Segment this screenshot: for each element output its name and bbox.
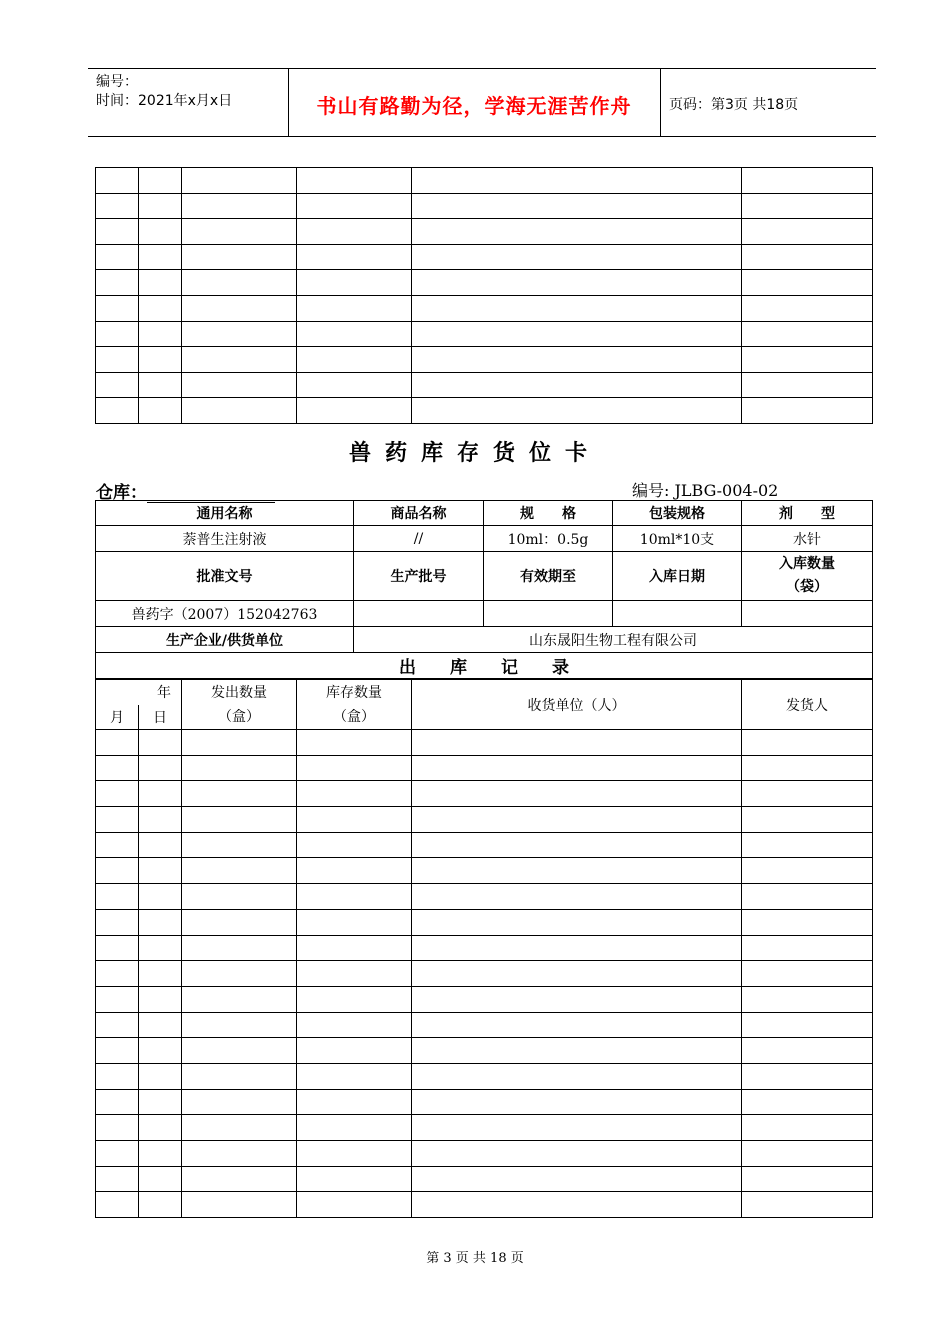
blank-cell: [139, 935, 182, 961]
blank-cell: [742, 909, 873, 935]
blank-cell: [742, 270, 873, 296]
blank-cell: [96, 1012, 139, 1038]
value-trade-name: //: [354, 526, 484, 552]
card-code: 编号: JLBG-004-02: [632, 481, 779, 500]
blank-cell: [96, 1038, 139, 1064]
blank-cell: [139, 781, 182, 807]
blank-cell: [412, 730, 742, 756]
blank-cell: [297, 961, 412, 987]
blank-cell: [139, 244, 182, 270]
blank-cell: [96, 807, 139, 833]
header-shipper: 发货人: [742, 680, 873, 730]
blank-cell: [412, 321, 742, 347]
table-row: [96, 986, 873, 1012]
blank-cell: [297, 858, 412, 884]
blank-cell: [412, 858, 742, 884]
blank-cell: [412, 935, 742, 961]
blank-cell: [96, 961, 139, 987]
table-row: [96, 807, 873, 833]
product-info-table: [95, 500, 873, 679]
blank-cell: [96, 755, 139, 781]
blank-cell: [96, 935, 139, 961]
blank-cell: [742, 168, 873, 194]
table-row: [96, 1141, 873, 1167]
blank-cell: [412, 1141, 742, 1167]
header-serial-label: 编号：: [96, 74, 138, 90]
blank-cell: [297, 1089, 412, 1115]
blank-cell: [297, 1192, 412, 1218]
blank-cell: [297, 1166, 412, 1192]
blank-cell: [742, 244, 873, 270]
blank-cell: [297, 730, 412, 756]
blank-cell: [182, 1012, 297, 1038]
blank-cell: [139, 961, 182, 987]
blank-cell: [297, 832, 412, 858]
blank-cell: [297, 219, 412, 245]
blank-cell: [182, 193, 297, 219]
value-in-date: [613, 601, 742, 627]
blank-cell: [297, 1063, 412, 1089]
blank-cell: [412, 270, 742, 296]
blank-cell: [139, 193, 182, 219]
blank-cell: [742, 884, 873, 910]
blank-cell: [412, 755, 742, 781]
blank-cell: [96, 1166, 139, 1192]
header-approval-no: 批准文号: [96, 552, 354, 601]
blank-cell: [182, 1038, 297, 1064]
blank-cell: [297, 1141, 412, 1167]
blank-cell: [139, 986, 182, 1012]
blank-cell: [96, 295, 139, 321]
blank-cell: [742, 1063, 873, 1089]
header-in-qty: [742, 552, 873, 601]
blank-cell: [412, 807, 742, 833]
blank-cell: [412, 961, 742, 987]
blank-cell: [139, 295, 182, 321]
blank-cell: [96, 1063, 139, 1089]
blank-cell: [182, 347, 297, 373]
blank-cell: [96, 1141, 139, 1167]
header-in-date: 入库日期: [613, 552, 742, 601]
value-generic-name: 萘普生注射液: [96, 526, 354, 552]
blank-cell: [96, 244, 139, 270]
blank-cell: [742, 1038, 873, 1064]
blank-cell: [297, 244, 412, 270]
header-day: 日: [139, 705, 182, 730]
previous-record-table: [95, 167, 873, 424]
blank-cell: [742, 1141, 873, 1167]
header-dosage-form: 剂 型: [742, 501, 873, 526]
blank-cell: [96, 1192, 139, 1218]
header-in-qty-line2: （袋）: [786, 579, 828, 595]
blank-cell: [96, 986, 139, 1012]
blank-cell: [139, 858, 182, 884]
blank-cell: [96, 1115, 139, 1141]
blank-cell: [742, 398, 873, 424]
blank-cell: [742, 1166, 873, 1192]
blank-cell: [297, 807, 412, 833]
table-row: [96, 1089, 873, 1115]
header-stock-qty: [297, 680, 412, 730]
blank-cell: [297, 986, 412, 1012]
blank-cell: [182, 807, 297, 833]
blank-cell: [139, 1141, 182, 1167]
table-row: [96, 168, 873, 194]
table-row: [96, 1038, 873, 1064]
header-manufacturer: 生产企业/供货单位: [96, 627, 354, 653]
blank-cell: [412, 347, 742, 373]
blank-cell: [182, 270, 297, 296]
blank-cell: [182, 832, 297, 858]
blank-cell: [96, 1089, 139, 1115]
blank-cell: [182, 884, 297, 910]
blank-cell: [297, 935, 412, 961]
table-row: [96, 858, 873, 884]
blank-cell: [182, 1141, 297, 1167]
header-bottom-rule: [88, 136, 876, 137]
blank-cell: [742, 755, 873, 781]
blank-cell: [297, 1115, 412, 1141]
blank-cell: [297, 909, 412, 935]
table-row: [96, 321, 873, 347]
value-manufacturer: 山东晟阳生物工程有限公司: [354, 627, 873, 653]
blank-cell: [139, 755, 182, 781]
blank-cell: [412, 1038, 742, 1064]
blank-cell: [96, 321, 139, 347]
blank-cell: [182, 1192, 297, 1218]
blank-cell: [182, 909, 297, 935]
table-row: [96, 244, 873, 270]
blank-cell: [182, 1089, 297, 1115]
blank-cell: [412, 1089, 742, 1115]
blank-cell: [297, 270, 412, 296]
blank-cell: [182, 755, 297, 781]
blank-cell: [297, 755, 412, 781]
blank-cell: [96, 347, 139, 373]
blank-cell: [139, 270, 182, 296]
blank-cell: [182, 781, 297, 807]
blank-cell: [139, 1063, 182, 1089]
table-row: [96, 832, 873, 858]
table-row: [96, 961, 873, 987]
header-stock-qty-line2: （盒）: [333, 708, 375, 725]
blank-cell: [742, 1115, 873, 1141]
blank-cell: [182, 935, 297, 961]
header-month: 月: [96, 705, 139, 730]
value-batch-no: [354, 601, 484, 627]
blank-cell: [182, 168, 297, 194]
table-row: [96, 372, 873, 398]
blank-cell: [182, 986, 297, 1012]
blank-cell: [139, 372, 182, 398]
blank-cell: [96, 909, 139, 935]
header-issued-qty-line2: （盒）: [218, 708, 260, 725]
blank-cell: [412, 832, 742, 858]
table-row: [96, 1166, 873, 1192]
header-year-cell: [96, 680, 182, 705]
blank-cell: [139, 1089, 182, 1115]
blank-cell: [412, 1192, 742, 1218]
blank-cell: [139, 1166, 182, 1192]
header-motto: 书山有路勤为径，学海无涯苦作舟: [316, 94, 632, 118]
blank-cell: [412, 884, 742, 910]
table-row: [96, 781, 873, 807]
table-row: [96, 1063, 873, 1089]
blank-cell: [297, 372, 412, 398]
blank-cell: [742, 858, 873, 884]
table-row: [96, 935, 873, 961]
header-receiver: 收货单位（人）: [412, 680, 742, 730]
blank-cell: [412, 781, 742, 807]
blank-cell: [297, 1038, 412, 1064]
blank-cell: [412, 244, 742, 270]
table-row: [96, 730, 873, 756]
blank-cell: [297, 168, 412, 194]
table-row: [96, 755, 873, 781]
blank-cell: [96, 219, 139, 245]
table-row: [96, 884, 873, 910]
blank-cell: [742, 295, 873, 321]
blank-cell: [139, 168, 182, 194]
blank-cell: [139, 219, 182, 245]
header-time-label: 时间：2021年x月x日: [96, 93, 233, 109]
blank-cell: [412, 219, 742, 245]
table-row: [96, 1012, 873, 1038]
blank-cell: [182, 961, 297, 987]
page-footer: 第 3 页 共 18 页: [426, 1251, 524, 1266]
blank-cell: [297, 1012, 412, 1038]
value-approval-no: 兽药字（2007）152042763: [96, 601, 354, 627]
blank-cell: [182, 858, 297, 884]
blank-cell: [742, 372, 873, 398]
blank-cell: [96, 884, 139, 910]
blank-cell: [182, 398, 297, 424]
blank-cell: [742, 986, 873, 1012]
blank-cell: [412, 1063, 742, 1089]
blank-cell: [412, 398, 742, 424]
header-top-rule: [88, 68, 876, 69]
blank-cell: [139, 1115, 182, 1141]
out-record-title: 出 库 记 录: [96, 653, 873, 679]
header-issued-qty: [182, 680, 297, 730]
blank-cell: [139, 1038, 182, 1064]
blank-cell: [182, 321, 297, 347]
blank-cell: [297, 193, 412, 219]
blank-cell: [742, 347, 873, 373]
card-title: 兽药库存货位卡: [348, 441, 601, 466]
blank-cell: [297, 321, 412, 347]
blank-cell: [96, 398, 139, 424]
value-spec: 10ml：0.5g: [484, 526, 613, 552]
blank-cell: [182, 1115, 297, 1141]
blank-cell: [412, 986, 742, 1012]
blank-cell: [297, 398, 412, 424]
header-divider-right: [660, 68, 661, 136]
blank-cell: [139, 347, 182, 373]
table-row: [96, 398, 873, 424]
header-year: 年: [157, 685, 171, 702]
blank-cell: [96, 168, 139, 194]
table-row: [96, 347, 873, 373]
value-dosage-form: 水针: [742, 526, 873, 552]
blank-cell: [742, 935, 873, 961]
blank-cell: [742, 321, 873, 347]
blank-cell: [742, 961, 873, 987]
blank-cell: [182, 1166, 297, 1192]
blank-cell: [412, 295, 742, 321]
blank-cell: [139, 321, 182, 347]
blank-cell: [182, 372, 297, 398]
blank-cell: [412, 1166, 742, 1192]
blank-cell: [96, 858, 139, 884]
blank-cell: [742, 1012, 873, 1038]
blank-cell: [139, 884, 182, 910]
blank-cell: [182, 244, 297, 270]
blank-cell: [742, 730, 873, 756]
header-stock-qty-line1: 库存数量: [326, 684, 382, 701]
blank-cell: [742, 219, 873, 245]
header-in-qty-line1: 入库数量: [779, 556, 835, 572]
blank-cell: [412, 372, 742, 398]
blank-cell: [139, 807, 182, 833]
blank-cell: [297, 884, 412, 910]
blank-cell: [297, 347, 412, 373]
header-page-info: 页码：第3页 共18页: [669, 97, 799, 113]
header-trade-name: 商品名称: [354, 501, 484, 526]
value-expiry: [484, 601, 613, 627]
blank-cell: [182, 295, 297, 321]
blank-cell: [297, 781, 412, 807]
blank-cell: [96, 730, 139, 756]
blank-cell: [742, 832, 873, 858]
blank-cell: [742, 781, 873, 807]
blank-cell: [96, 832, 139, 858]
table-row: [96, 1192, 873, 1218]
table-row: [96, 909, 873, 935]
blank-cell: [139, 832, 182, 858]
value-package-spec: 10ml*10支: [613, 526, 742, 552]
blank-cell: [182, 1063, 297, 1089]
table-row: [96, 270, 873, 296]
header-generic-name: 通用名称: [96, 501, 354, 526]
blank-cell: [139, 1192, 182, 1218]
warehouse-label: 仓库：: [96, 483, 147, 503]
blank-cell: [412, 193, 742, 219]
blank-cell: [742, 1192, 873, 1218]
blank-cell: [297, 295, 412, 321]
out-record-table: [95, 679, 873, 1218]
blank-cell: [139, 730, 182, 756]
blank-cell: [412, 1115, 742, 1141]
blank-cell: [412, 168, 742, 194]
blank-cell: [96, 193, 139, 219]
blank-cell: [412, 1012, 742, 1038]
header-batch-no: 生产批号: [354, 552, 484, 601]
blank-cell: [412, 909, 742, 935]
value-in-qty: [742, 601, 873, 627]
blank-cell: [182, 219, 297, 245]
table-row: [96, 219, 873, 245]
blank-cell: [96, 372, 139, 398]
blank-cell: [742, 807, 873, 833]
table-row: [96, 1115, 873, 1141]
blank-cell: [96, 270, 139, 296]
blank-cell: [139, 1012, 182, 1038]
blank-cell: [139, 909, 182, 935]
blank-cell: [742, 193, 873, 219]
table-row: [96, 295, 873, 321]
header-expiry: 有效期至: [484, 552, 613, 601]
blank-cell: [742, 1089, 873, 1115]
blank-cell: [182, 730, 297, 756]
blank-cell: [96, 781, 139, 807]
table-row: [96, 193, 873, 219]
header-issued-qty-line1: 发出数量: [211, 684, 267, 701]
header-spec: 规 格: [484, 501, 613, 526]
header-package-spec: 包装规格: [613, 501, 742, 526]
blank-cell: [139, 398, 182, 424]
